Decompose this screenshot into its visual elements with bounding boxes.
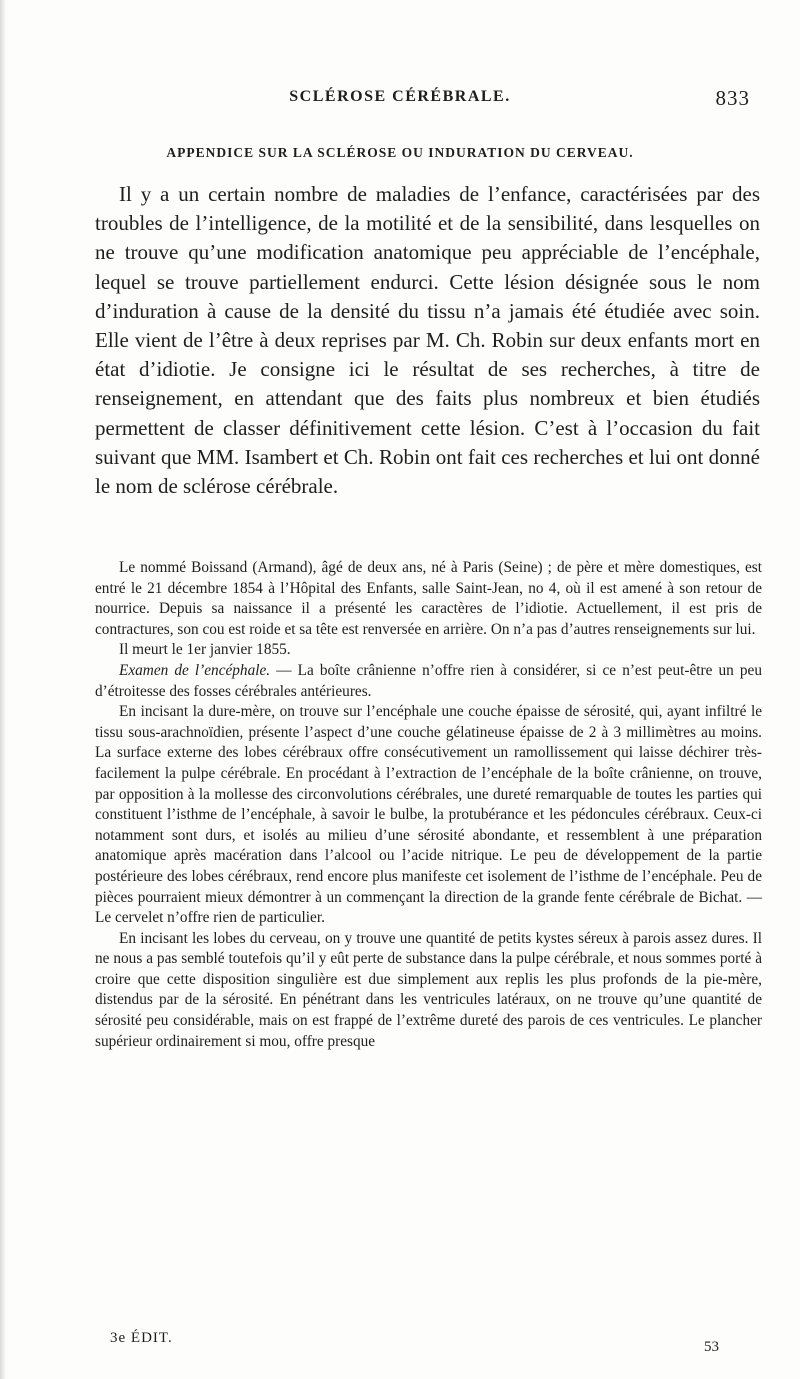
sheet-number: 53 <box>704 1339 719 1355</box>
printer-signature: 3e ÉDIT. <box>110 1330 173 1346</box>
exam-paragraph <box>95 661 762 702</box>
death-paragraph: Il meurt le 1er janvier 1855. <box>119 641 291 659</box>
case-intro-paragraph: Le nommé Boissand (Armand), âgé de deux ans, né à Paris (Seine) ; de père et mère domestiques, est entré le 21 décembre 1854 à l’Hôpital des Enfants, salle Saint-Jean, no 4, où il est amené à son retour de nourrice. Depuis sa naissance il a présenté les caractères de l’idiotie. Actuellement, il est pris de contractures, son cou est roide et sa tête est renversée en arrière. On n’a pas d’autres renseignements sur lui. <box>95 559 762 638</box>
page-edge-shadow <box>0 0 6 1379</box>
exam-text: — La boîte crânienne n’offre rien à considérer, si ce n’est peut-être un peu d’étroitesse des fosses cérébrales antérieures. <box>95 661 762 700</box>
lobes-paragraph: En incisant les lobes du cerveau, on y trouve une quantité de petits kystes séreux à parois assez dures. Il ne nous a pas semblé toutefois qu’il y eût perte de substance dans la pulpe cérébrale, et nous sommes porté à croire que cette disposition singulière est due simplement aux replis les plus profonds de la pie-mère, distendus par de la sérosité. En pénétrant dans les ventricules latéraux, on ne trouve qu’une quantité de sérosité peu considérable, mais on est frappé de l’extrême dureté des parois de ces ventricules. Le plancher supérieur ordinairement si mou, offre presque <box>95 929 762 1050</box>
page-number: 833 <box>715 86 750 110</box>
incision-paragraph: En incisant la dure-mère, on trouve sur l’encéphale une couche épaisse de sérosité, qui, ayant infiltré le tissu sous-arachnoïdien, présente l’aspect d’une couche gélatineuse épaisse de 2 à 3 millimètres au moins. La surface externe des lobes cérébraux offre consécutivement un ramollissement qui laisse déchirer très-facilement la pulpe cérébrale. En procédant à l’extraction de l’encéphale de la boîte crânienne, on trouve, par opposition à la mollesse des circonvolutions cérébrales, une dureté remarquable de toutes les parties qui constituent l’isthme de l’encéphale, à savoir le bulbe, la protubérance et les pédoncules cérébraux. Ceux-ci notamment sont durs, et isolés au milieu d’une sérosité abondante, et ressemblent à une préparation anatomique après macération dans l’alcool ou l’acide nitrique. Le peu de développement de la partie postérieure des lobes cérébraux, rend encore plus manifeste cet isolement de l’isthme de l’encéphale. Peu de pièces pourraient mieux démontrer à un commençant la direction de la grande fente cérébrale de Bichat. — Le cervelet n’offre rien de particulier. <box>95 703 762 927</box>
section-title: APPENDICE SUR LA SCLÉROSE OU INDURATION DU CERVEAU. <box>166 145 634 160</box>
exam-heading: Examen de l’encéphale. <box>119 661 271 679</box>
intro-paragraph-block <box>95 180 760 501</box>
running-title: SCLÉROSE CÉRÉBRALE. <box>289 88 511 105</box>
intro-paragraph: Il y a un certain nombre de maladies de l’enfance, caractérisées par des troubles de l’intelligence, de la motilité et de la sensibilité, dans lesquelles on ne trouve qu’une modification anatomique peu appréciable de l’encéphale, lequel se trouve partiellement endurci. Cette lésion désignée sous le nom d’induration à cause de la densité du tissu n’a jamais été étudiée avec soin. Elle vient de l’être à deux reprises par M. Ch. Robin sur deux enfants mort en état d’idiotie. Je consigne ici le résultat de ses recherches, à titre de renseignement, en attendant que des faits plus nombreux et bien étudiés permettent de classer définitivement cette lésion. C’est à l’occasion du fait suivant que MM. Isambert et Ch. Robin ont fait ces recherches et lui ont donné le nom de sclérose cérébrale. <box>95 182 760 499</box>
observation-block <box>95 558 762 1052</box>
